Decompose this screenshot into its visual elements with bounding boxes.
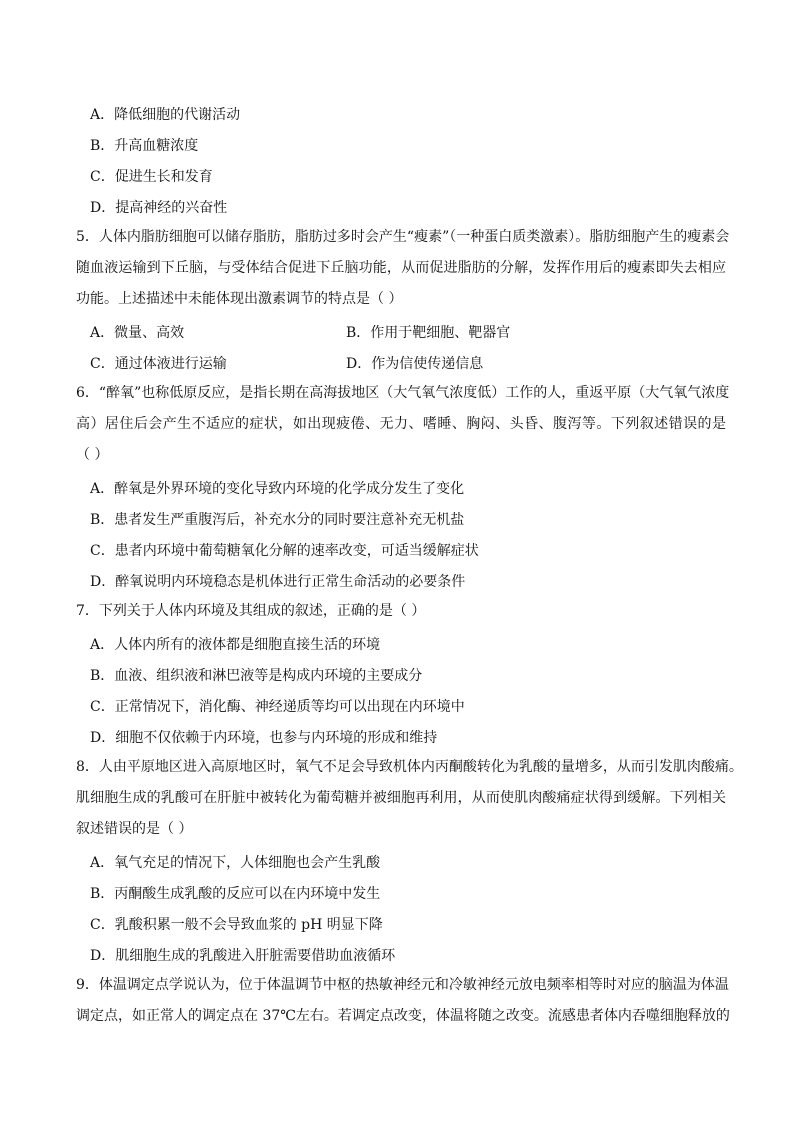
q5-options-row-1 [90, 322, 650, 342]
q4-option-a: A．降低细胞的代谢活动 [90, 107, 241, 123]
q6-option-d: D．醉氧说明内环境稳态是机体进行正常生命活动的必要条件 [90, 574, 466, 590]
q7-option-a: A．人体内所有的液体都是细胞直接生活的环境 [90, 637, 381, 653]
q5-option-a: A．微量、高效 [90, 325, 185, 341]
q8-option-b: B．丙酮酸生成乳酸的反应可以在内环境中发生 [90, 886, 381, 902]
q9-stem-line: 9．体温调定点学说认为，位于体温调节中枢的热敏神经元和冷敏神经元放电频率相等时对应的脑温为体温 [76, 977, 729, 993]
q8-stem-line: 肌细胞生成的乳酸可在肝脏中被转化为葡萄糖并被细胞再利用，从而使肌肉酸痛症状得到缓解。下列相关 [76, 790, 726, 806]
q8-option-d: D．肌细胞生成的乳酸进入肝脏需要借助血液循环 [90, 948, 396, 964]
q8-option-c: C．乳酸积累一般不会导致血浆的 pH 明显下降 [90, 917, 383, 933]
q5-options-row-2 [90, 353, 650, 373]
q7-stem-line: 7．下列关于人体内环境及其组成的叙述，正确的是（ ） [76, 603, 426, 619]
q8-option-a: A．氧气充足的情况下，人体细胞也会产生乳酸 [90, 855, 381, 871]
q7-option-d: D．细胞不仅依赖于内环境，也参与内环境的形成和维持 [90, 730, 438, 746]
q6-stem-line: （ ） [76, 447, 109, 463]
q6-option-b: B．患者发生严重腹泻后，补充水分的同时要注意补充无机盐 [90, 512, 465, 528]
q8-stem-line: 叙述错误的是（ ） [76, 821, 193, 837]
q5-option-b: B．作用于靶细胞、靶器官 [346, 325, 511, 341]
q5-stem-line: 功能。上述描述中未能体现出激素调节的特点是（ ） [76, 291, 403, 307]
q5-option-c: C．通过体液进行运输 [90, 356, 227, 372]
q8-stem [76, 752, 743, 845]
q6-option-a: A．醉氧是外界环境的变化导致内环境的化学成分发生了变化 [90, 481, 465, 497]
q6-stem [76, 378, 730, 471]
q8-stem-line: 8．人由平原地区进入高原地区时，氧气不足会导致机体内丙酮酸转化为乳酸的量增多，从而引发肌肉酸痛。 [76, 759, 743, 775]
q6-option-c: C．患者内环境中葡萄糖氧化分解的速率改变，可适当缓解症状 [90, 543, 479, 559]
q7-option-b: B．血液、组织液和淋巴液等是构成内环境的主要成分 [90, 668, 423, 684]
q7-stem [76, 596, 726, 627]
q4-option-b: B．升高血糖浓度 [90, 138, 199, 154]
q6-stem-line: 6．“醉氧”也称低原反应，是指长期在高海拔地区（大气氧气浓度低）工作的人，重返平原（大气氧气浓度 [76, 385, 730, 401]
q9-stem [76, 970, 730, 1032]
q6-stem-line: 高）居住后会产生不适应的症状，如出现疲倦、无力、嗜睡、胸闷、头昏、腹泻等。下列叙述错误的是 [76, 416, 726, 432]
q5-option-d: D．作为信使传递信息 [346, 356, 484, 372]
q4-option-d: D．提高神经的兴奋性 [90, 200, 228, 216]
q4-option-c: C．促进生长和发育 [90, 169, 213, 185]
q9-stem-line: 调定点，如正常人的调定点在 37℃左右。若调定点改变，体温将随之改变。流感患者体内吞噬细胞释放的 [76, 1008, 730, 1024]
q5-stem-line: 5．人体内脂肪细胞可以储存脂肪，脂肪过多时会产生“瘦素”（一种蛋白质类激素）。脂肪细胞产生的瘦素会 [76, 229, 730, 245]
q7-option-c: C．正常情况下，消化酶、神经递质等均可以出现在内环境中 [90, 699, 465, 715]
q5-stem [76, 222, 730, 315]
q5-stem-line: 随血液运输到下丘脑，与受体结合促进下丘脑功能，从而促进脂肪的分解，发挥作用后的瘦素即失去相应 [76, 260, 726, 276]
